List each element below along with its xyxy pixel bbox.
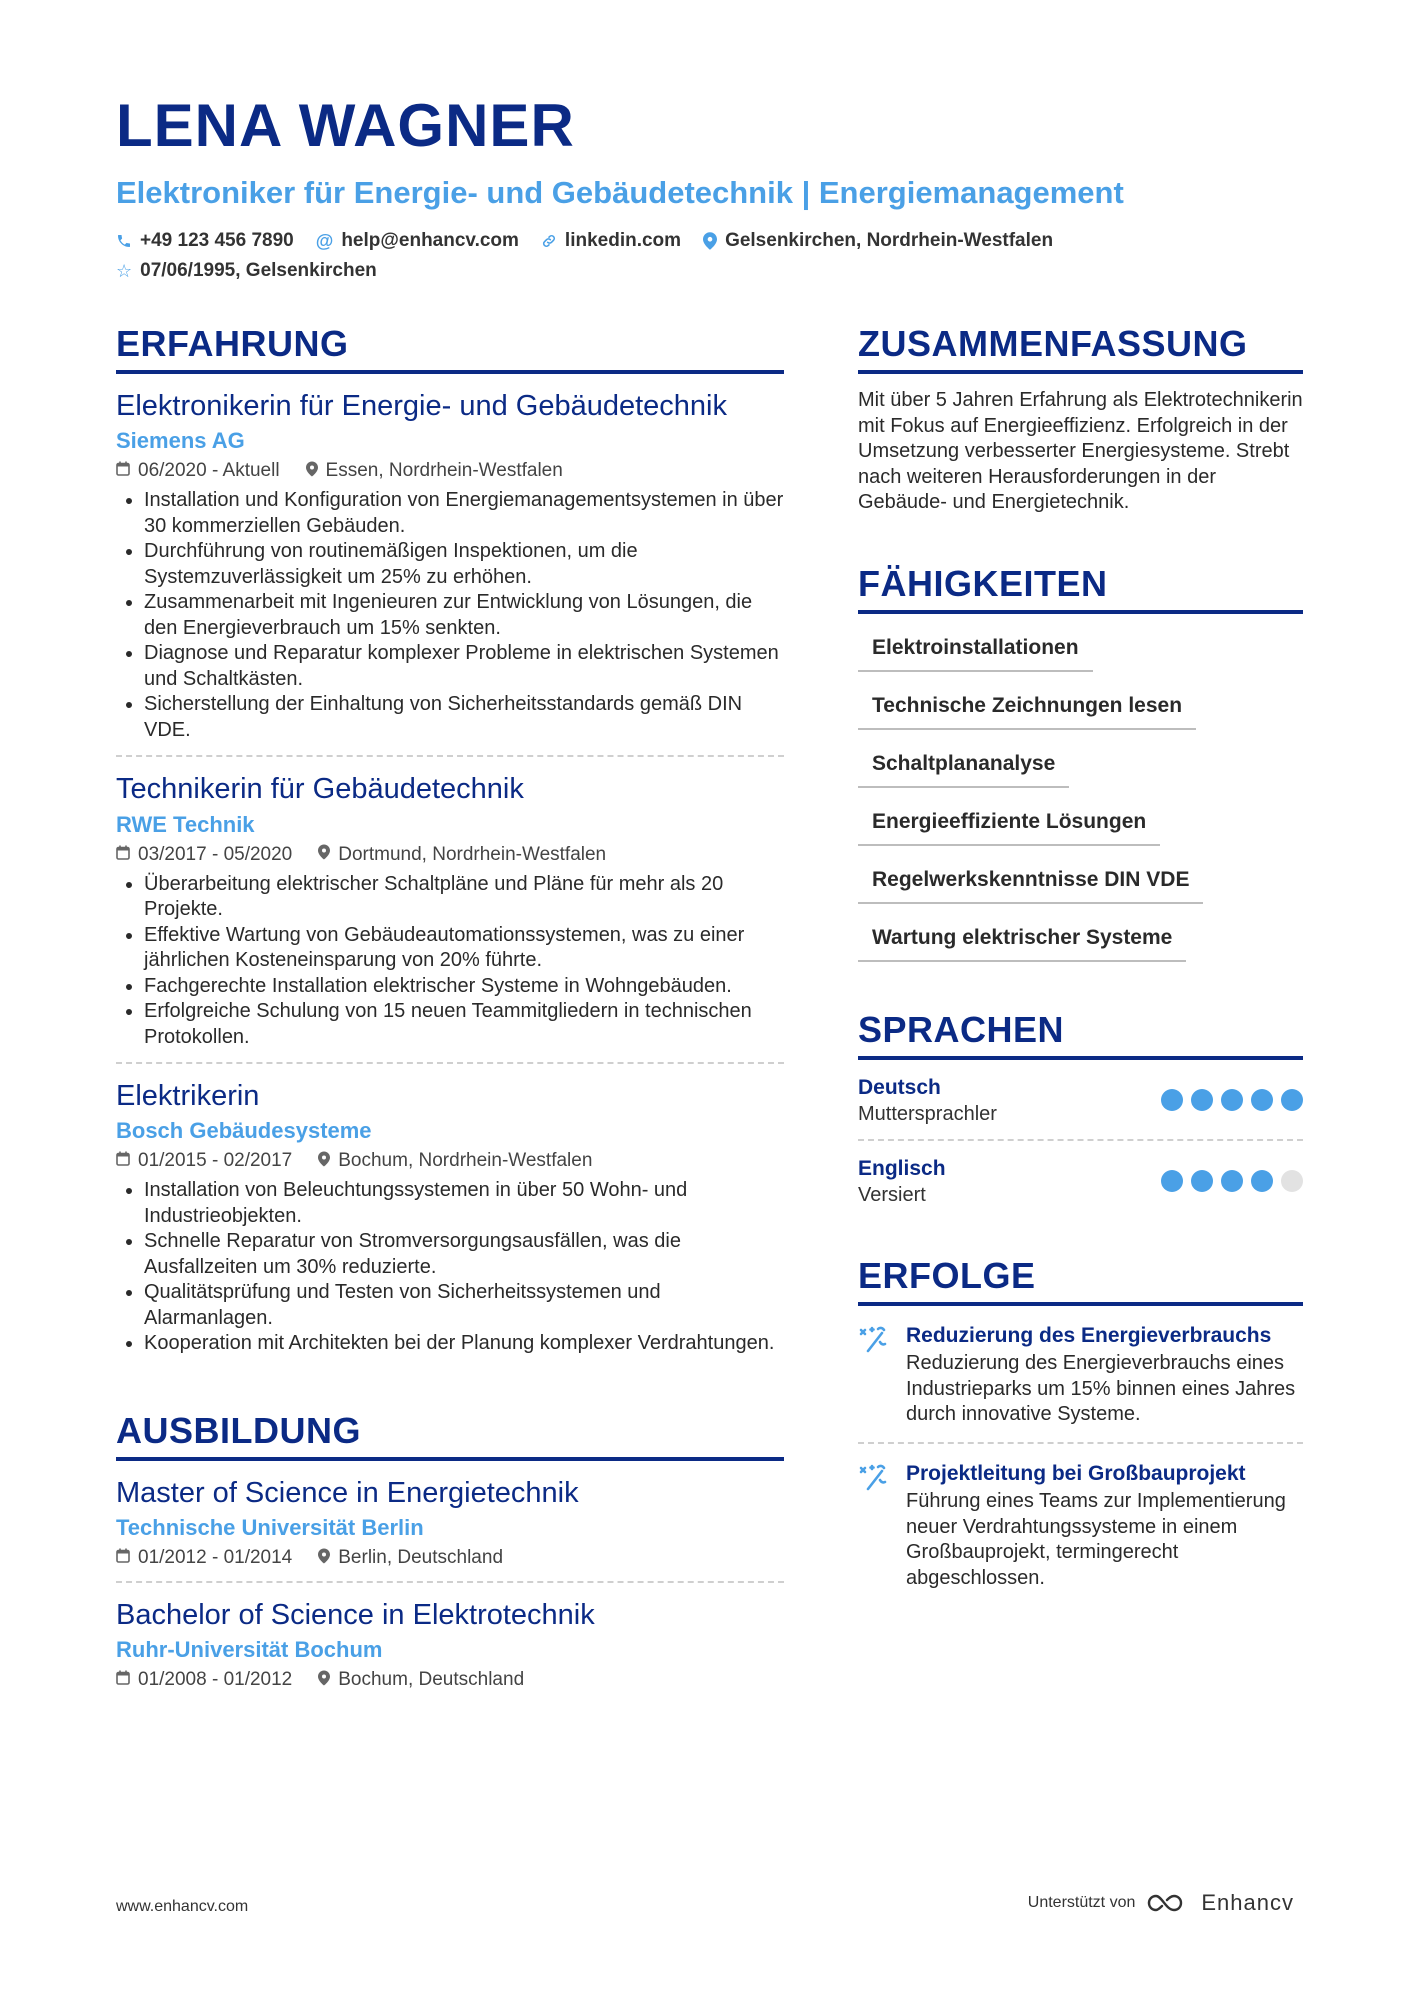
- job-bullet: • Effektive Wartung von Gebäudeautomationssystemen, was zu einer jährlichen Kosteneinsparung von 20% führte.: [144, 923, 784, 974]
- entry-dates: [116, 1547, 292, 1569]
- experience-entry: [116, 755, 784, 1062]
- language-name: Deutsch: [858, 1075, 941, 1099]
- achievement-title: Reduzierung des Energieverbrauchs: [906, 1324, 1272, 1348]
- entry-dates: [116, 460, 280, 482]
- language-row: [858, 1060, 1303, 1139]
- education-entry: [116, 1581, 784, 1703]
- entry-dates: [116, 1669, 292, 1691]
- entry-location: [318, 1547, 503, 1569]
- language-rating: [1153, 1170, 1303, 1192]
- location-text: Essen, Nordrhein-Westfalen: [325, 460, 563, 482]
- job-bullet: • Fachgerechte Installation elektrischer Systeme in Wohngebäuden.: [144, 974, 784, 1000]
- job-bullet: • Diagnose und Reparatur komplexer Probleme in elektrischen Systemen und Schaltkästen.: [144, 641, 784, 692]
- experience-entry: [116, 374, 784, 755]
- email-text: help@enhancv.com: [341, 230, 519, 251]
- experience-list: [116, 374, 784, 1369]
- rating-dot: [1251, 1089, 1273, 1111]
- job-bullet: • Installation von Beleuchtungssystemen in über 50 Wohn- und Industrieobjekten.: [144, 1178, 784, 1229]
- calendar-icon: [116, 1151, 130, 1171]
- entry-meta: [116, 1547, 784, 1569]
- magic-wand-icon: [858, 1322, 906, 1428]
- experience-heading: ERFAHRUNG: [116, 326, 784, 374]
- dates-text: 01/2015 - 02/2017: [138, 1150, 293, 1172]
- dates-text: 01/2012 - 01/2014: [138, 1547, 293, 1568]
- summary-heading: ZUSAMMENFASSUNG: [858, 326, 1303, 374]
- job-bullet: • Sicherstellung der Einhaltung von Sicherheitsstandards gemäß DIN VDE.: [144, 692, 784, 743]
- job-bullet: • Erfolgreiche Schulung von 15 neuen Teammitgliedern in technischen Protokollen.: [144, 999, 784, 1050]
- candidate-title: Elektroniker für Energie- und Gebäudetechnik | Energiemanagement: [116, 175, 1124, 210]
- achievement-body: [906, 1322, 1303, 1428]
- location-pin-icon: [318, 1151, 330, 1172]
- skills-heading: FÄHIGKEITEN: [858, 566, 1303, 614]
- degree-title: Master of Science in Energietechnik: [116, 1476, 579, 1509]
- rating-dot: [1221, 1089, 1243, 1111]
- location-text: Gelsenkirchen, Nordrhein-Westfalen: [725, 230, 1054, 251]
- job-bullets: [116, 488, 784, 743]
- skill-tag: Schaltplananalyse: [858, 742, 1069, 788]
- skills-list: [858, 626, 1303, 974]
- school-name[interactable]: Ruhr-Universität Bochum: [116, 1637, 383, 1663]
- job-company[interactable]: RWE Technik: [116, 811, 255, 837]
- skill-tag: Wartung elektrischer Systeme: [858, 916, 1186, 962]
- location-pin-icon: [318, 1670, 330, 1691]
- summary-text: Mit über 5 Jahren Erfahrung als Elektrotechnikerin mit Fokus auf Energieeffizienz. Erfolgreich in der Umsetzung verbesserter Energiesysteme. Strebt nach weiteren Herausforderungen in der Gebäude- und Energietechnik.: [858, 389, 1303, 513]
- entry-dates: [116, 844, 292, 866]
- achievements-list: [858, 1306, 1303, 1605]
- footer-powered: [1028, 1890, 1294, 1916]
- calendar-icon: [116, 461, 130, 481]
- rating-dot: [1281, 1089, 1303, 1111]
- achievement-item: [858, 1306, 1303, 1442]
- brand-name: Enhancv: [1201, 1890, 1294, 1915]
- link-icon: [541, 233, 557, 249]
- entry-meta: [116, 1150, 784, 1172]
- achievement-text: Reduzierung des Energieverbrauchs eines Industrieparks um 15% binnen eines Jahres durch innovative Systeme.: [906, 1352, 1296, 1426]
- achievement-item: [858, 1442, 1303, 1605]
- contact-row: [116, 230, 1075, 252]
- job-bullet: • Schnelle Reparatur von Stromversorgungsausfällen, was die Ausfallzeiten um 30% reduzierte.: [144, 1229, 784, 1280]
- language-info: [858, 1074, 997, 1127]
- entry-meta: [116, 1669, 784, 1691]
- contact-phone[interactable]: [116, 230, 294, 252]
- languages-heading: SPRACHEN: [858, 1012, 1303, 1060]
- achievement-text: Führung eines Teams zur Implementierung neuer Verdrahtungssysteme in einem Großbauprojekt, termingerecht abgeschlossen.: [906, 1490, 1286, 1589]
- job-bullet: • Durchführung von routinemäßigen Inspektionen, um die Systemzuverlässigkeit um 25% zu erhöhen.: [144, 539, 784, 590]
- job-role: Elektronikerin für Energie- und Gebäudetechnik: [116, 390, 727, 422]
- education-list: [116, 1461, 784, 1704]
- dates-text: 03/2017 - 05/2020: [138, 843, 293, 865]
- experience-entry: [116, 1062, 784, 1369]
- location-pin-icon: [703, 232, 717, 250]
- dates-text: 06/2020 - Aktuell: [138, 460, 280, 482]
- entry-location: [318, 844, 606, 866]
- powered-by-text: Unterstützt von: [1027, 1894, 1136, 1911]
- rating-dot: [1191, 1089, 1213, 1111]
- achievement-body: [906, 1460, 1303, 1591]
- dates-text: 01/2008 - 01/2012: [138, 1669, 293, 1691]
- location-text: Bochum, Nordrhein-Westfalen: [338, 1150, 593, 1172]
- left-column: [116, 323, 784, 1703]
- school-name[interactable]: Technische Universität Berlin: [116, 1515, 424, 1540]
- entry-meta: [116, 460, 784, 482]
- rating-dot: [1161, 1170, 1183, 1192]
- birth-text: 07/06/1995, Gelsenkirchen: [140, 260, 377, 281]
- candidate-name: LENA WAGNER: [116, 92, 575, 159]
- location-pin-icon: [318, 1548, 330, 1569]
- language-row: [858, 1139, 1303, 1220]
- location-pin-icon: [318, 844, 330, 865]
- language-name: Englisch: [858, 1156, 946, 1180]
- magic-wand-icon: [858, 1460, 906, 1591]
- location-text: Bochum, Deutschland: [338, 1669, 525, 1691]
- skill-tag: Energieeffiziente Lösungen: [858, 800, 1160, 846]
- language-level: Versiert: [858, 1184, 926, 1207]
- job-bullet: • Zusammenarbeit mit Ingenieuren zur Entwicklung von Lösungen, die den Energieverbrauch um 15% senkten.: [144, 590, 784, 641]
- rating-dot: [1221, 1170, 1243, 1192]
- footer-website[interactable]: www.enhancv.com: [116, 1898, 249, 1915]
- job-company[interactable]: Bosch Gebäudesysteme: [116, 1118, 372, 1144]
- skill-tag: Regelwerkskenntnisse DIN VDE: [858, 858, 1203, 904]
- location-pin-icon: [306, 461, 318, 482]
- enhancv-logo-icon: [1145, 1891, 1191, 1915]
- skill-tag: Technische Zeichnungen lesen: [858, 684, 1196, 730]
- contact-row-2: [116, 260, 399, 282]
- job-role: Technikerin für Gebäudetechnik: [116, 773, 524, 806]
- at-icon: @: [315, 230, 334, 251]
- education-entry: [116, 1461, 784, 1581]
- calendar-icon: [116, 1548, 130, 1568]
- location-text: Dortmund, Nordrhein-Westfalen: [338, 843, 607, 865]
- achievements-heading: ERFOLGE: [858, 1258, 1303, 1306]
- degree-title: Bachelor of Science in Elektrotechnik: [116, 1599, 595, 1631]
- job-bullets: [116, 872, 784, 1051]
- job-bullets: [116, 1178, 784, 1357]
- rating-dot: [1191, 1170, 1213, 1192]
- achievement-title: Projektleitung bei Großbauprojekt: [906, 1461, 1246, 1485]
- education-heading: AUSBILDUNG: [116, 1413, 784, 1461]
- entry-meta: [116, 844, 784, 866]
- entry-dates: [116, 1150, 292, 1172]
- language-rating: [1153, 1089, 1303, 1111]
- job-company[interactable]: Siemens AG: [116, 428, 245, 454]
- skill-tag: Elektroinstallationen: [858, 626, 1093, 672]
- star-icon: ☆: [116, 260, 133, 281]
- calendar-icon: [116, 845, 130, 865]
- contact-email[interactable]: [316, 230, 519, 252]
- right-column: [858, 323, 1303, 1605]
- job-bullet: • Qualitätsprüfung und Testen von Sicherheitssystemen und Alarmanlagen.: [144, 1280, 784, 1331]
- job-bullet: • Kooperation mit Architekten bei der Planung komplexer Verdrahtungen.: [144, 1331, 784, 1357]
- rating-dot: [1281, 1170, 1303, 1192]
- contact-birth: [116, 260, 377, 282]
- languages-list: [858, 1060, 1303, 1221]
- language-info: [858, 1155, 946, 1208]
- language-level: Muttersprachler: [858, 1102, 997, 1125]
- location-text: Berlin, Deutschland: [338, 1547, 504, 1568]
- linkedin-text: linkedin.com: [564, 230, 682, 251]
- entry-location: [306, 460, 563, 482]
- entry-location: [318, 1150, 592, 1172]
- entry-location: [318, 1669, 524, 1691]
- job-bullet: • Installation und Konfiguration von Energiemanagementsystemen in über 30 kommerziellen Gebäuden.: [144, 488, 784, 539]
- contact-linkedin[interactable]: [541, 230, 681, 252]
- rating-dot: [1251, 1170, 1273, 1192]
- calendar-icon: [116, 1670, 130, 1690]
- phone-icon: [116, 233, 132, 249]
- contact-location: [703, 230, 1053, 252]
- rating-dot: [1161, 1089, 1183, 1111]
- job-role: Elektrikerin: [116, 1080, 260, 1112]
- job-bullet: • Überarbeitung elektrischer Schaltpläne und Pläne für mehr als 20 Projekte.: [144, 872, 784, 923]
- phone-text: +49 123 456 7890: [140, 230, 294, 251]
